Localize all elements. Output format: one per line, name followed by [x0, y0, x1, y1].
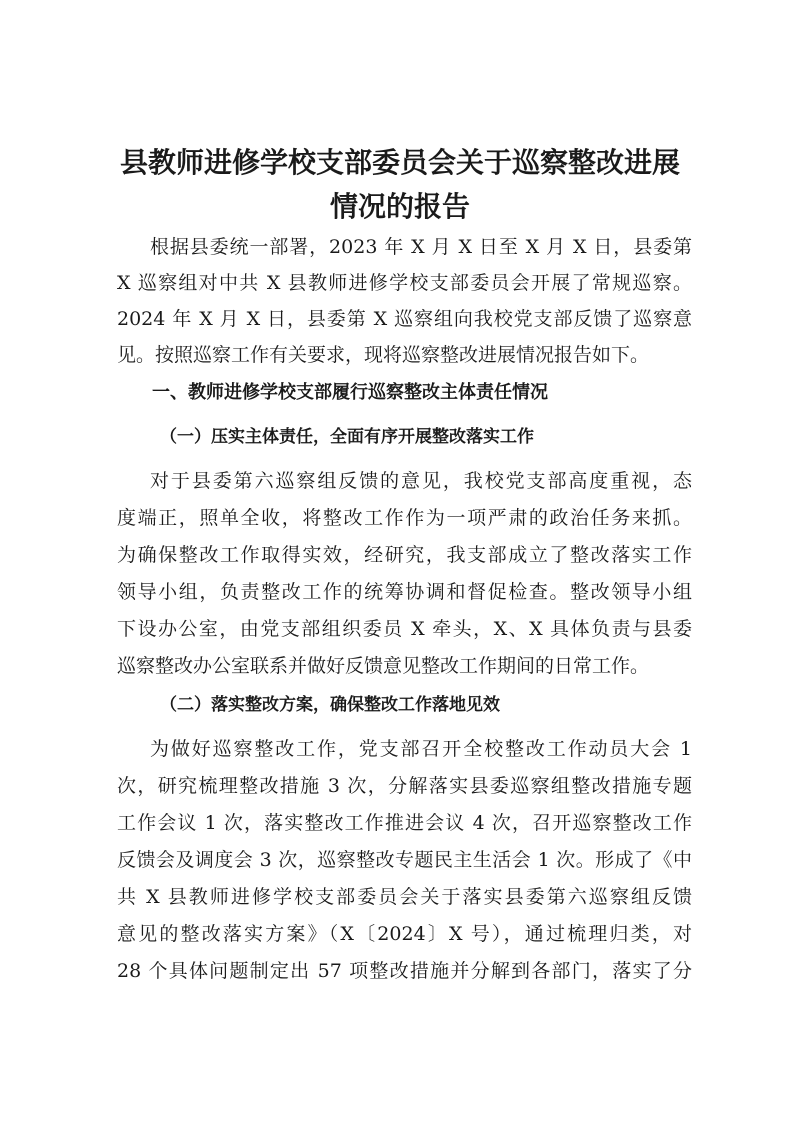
subsection-1-line-5: 下设办公室，由党支部组织委员 X 牵头，X、X 具体负责与县委 — [117, 618, 692, 640]
subsection-2-line-5: 共 X 县教师进修学校支部委员会关于落实县委第六巡察组反馈 — [117, 886, 692, 908]
subsection-2-line-2: 次，研究梳理整改措施 3 次，分解落实县委巡察组整改措施专题 — [117, 775, 692, 797]
subsection-2-line-4: 反馈会及调度会 3 次，巡察整改专题民主生活会 1 次。形成了《中 — [117, 849, 692, 871]
document-title-line-1: 县教师进修学校支部委员会关于巡察整改进展 — [119, 146, 680, 179]
intro-line-3: 2024 年 X 月 X 日，县委第 X 巡察组向我校党支部反馈了巡察意 — [117, 308, 692, 330]
subsection-2-line-1: 为做好巡察整改工作，党支部召开全校整改工作动员大会 1 — [150, 738, 692, 760]
subsection-2-line-7: 28 个具体问题制定出 57 项整改措施并分解到各部门，落实了分 — [117, 960, 692, 982]
subsection-1-line-2: 度端正，照单全收，将整改工作作为一项严肃的政治任务来抓。 — [117, 507, 692, 529]
section-1-heading: 一、教师进修学校支部履行巡察整改主体责任情况 — [152, 382, 548, 403]
subsection-1-line-4: 领导小组，负责整改工作的统筹协调和督促检查。整改领导小组 — [117, 581, 692, 603]
intro-line-4: 见。按照巡察工作有关要求，现将巡察整改进展情况报告如下。 — [117, 344, 650, 366]
intro-line-2: X 巡察组对中共 X 县教师进修学校支部委员会开展了常规巡察。 — [117, 272, 692, 294]
subsection-1-line-6: 巡察整改办公室联系并做好反馈意见整改工作期间的日常工作。 — [117, 655, 650, 677]
subsection-2-heading: （二）落实整改方案，确保整改工作落地见效 — [160, 695, 500, 715]
subsection-2-line-6: 意见的整改落实方案》（X〔2024〕X 号），通过梳理归类，对 — [117, 923, 692, 945]
subsection-1-heading: （一）压实主体责任，全面有序开展整改落实工作 — [160, 427, 534, 447]
subsection-2-line-3: 工作会议 1 次，落实整改工作推进会议 4 次，召开巡察整改工作 — [117, 812, 692, 834]
subsection-1-line-1: 对于县委第六巡察组反馈的意见，我校党支部高度重视，态 — [150, 470, 692, 492]
subsection-1-line-3: 为确保整改工作取得实效，经研究，我支部成立了整改落实工作 — [117, 544, 692, 566]
intro-line-1: 根据县委统一部署，2023 年 X 月 X 日至 X 月 X 日，县委第 — [150, 236, 692, 258]
document-title-line-2: 情况的报告 — [329, 190, 470, 223]
